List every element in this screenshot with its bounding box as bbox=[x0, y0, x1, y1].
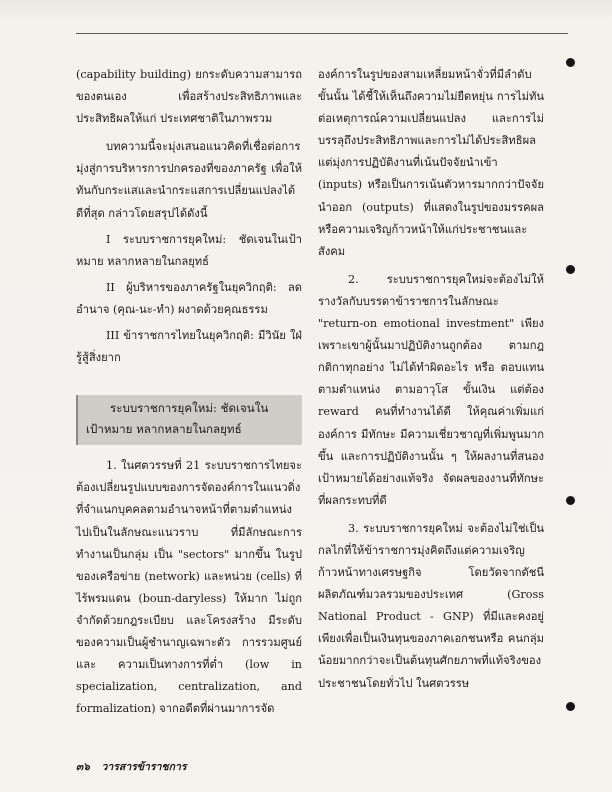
publication-title: วารสารข้าราชการ bbox=[101, 761, 187, 773]
binder-hole-dot bbox=[566, 265, 575, 274]
body-paragraph-3: 3. ระบบราชการยุคใหม่ จะต้องไม่ใช่เป็นกลไกที่ให้ข้าราชการมุ่งคิดถึงแต่ความเจริญก้าวหน้าทางเศรษฐกิจ โดยวัดจากดัชนีผลิตภัณฑ์มวลรวมของประเทศ (Gross National Product - GNP) ที่มีและคงอยู่เพียงเพื่อเป็นเงินทุนของภาคเอกชนหรือ คนกลุ่มน้อยมากกว่าจะเป็นต้นทุนศักยภาพที่แท้จริงของประชาชนโดยทั่วไป ในศตวรรษ bbox=[318, 521, 544, 690]
left-column bbox=[76, 64, 302, 720]
header-rule bbox=[76, 33, 568, 34]
page-number: ๓๖ bbox=[76, 761, 90, 773]
page-footer bbox=[76, 758, 195, 775]
paragraph-continued: (capability building) ยกระดับความสามารถของตนเอง เพื่อสร้างประสิทธิภาพและประสิทธิผลให้แก่ ประเทศชาติในภาพรวม bbox=[76, 68, 302, 126]
right-column bbox=[318, 64, 544, 695]
body-paragraph-continued: องค์การในรูปของสามเหลี่ยมหน้าจั่วที่มีลำดับขั้นนั้น ได้ชี้ให้เห็นถึงความไม่ยืดหยุ่น การไม่ทันต่อเหตุการณ์ความเปลี่ยนแปลง และการไม่บรรลุถึงประสิทธิภาพและการไม่ได้ประสิทธิผล แต่มุ่งการปฏิบัติงานที่เน้นปัจจัยนำเข้า (inputs) หรือเป็นการเน้นตัวหารมากกว่าปัจจัยนำออก (outputs) ที่แสดงในรูปของมรรคผลหรือความเจริญก้าวหน้าให้แก่ประชาชนและสังคม bbox=[318, 68, 544, 258]
section-heading-line-2: เป้าหมาย หลากหลายในกลยุทธ์ bbox=[86, 422, 242, 437]
binder-hole-dot bbox=[566, 496, 575, 505]
outline-item-1: I ระบบราชการยุคใหม่: ชัดเจนในเป้าหมาย หลากหลายในกลยุทธ์ bbox=[76, 232, 302, 268]
binder-hole-dot bbox=[566, 702, 575, 711]
binder-hole-dot bbox=[566, 58, 575, 67]
outline-item-2: II ผู้บริหารของภาครัฐในยุควิกฤติ: ลดอำนาจ (คุณ-นะ-ทำ) ผงาดด้วยคุณธรรม bbox=[76, 280, 302, 316]
section-heading-box bbox=[76, 395, 302, 445]
body-paragraph-2: 2. ระบบราชการยุคใหม่จะต้องไม่ให้รางวัลกับบรรดาข้าราชการในลักษณะ "return-on emotional investment" เพียงเพราะเขาผู้นั้นมาปฏิบัติงานถูกต้อง ตามกฎกติกาทุกอย่าง ไม่ได้ทำผิดอะไร หรือ ตอบแทนตามตำแหน่ง ตามอาวุโส ขั้นเงิน แต่ต้อง reward คนที่ทำงานได้ดี ให้คุณค่าเพิ่มแก่องค์การ มีทักษะ มีความเชี่ยวชาญที่เพิ่มพูนมากขึ้น และการปฏิบัติงานนั้น ๆ ให้ผลงานที่สนองเป้าหมายได้อย่างแท้จริง จัดผลของงานที่ทักษะที่ผลกระทบที่ดี bbox=[318, 272, 544, 507]
body-paragraph-1: 1. ในศตวรรษที่ 21 ระบบราชการไทยจะต้องเปลี่ยนรูปแบบของการจัดองค์การในแนวดิ่ง ที่จำแนกบุคคลตามอำนาจหน้าที่ตามตำแหน่งไปเป็นในลักษณะแนวราบ ที่มีลักษณะการทำงานเป็นกลุ่ม เป็น "sectors" มากขึ้น ในรูปของเครือข่าย (network) และหน่วย (cells) ที่ไร้พรมแดน (boun-daryless) ให้มาก ไม่ถูกจำกัดด้วยกฎระเบียบ และโครงสร้าง มีระดับของความเป็นผู้ชำนาญเฉพาะตัว การรวมศูนย์ และ ความเป็นทางการที่ต่ำ (low in specialization, centralization, and formalization) จากอดีตที่ผ่านมาการจัด bbox=[76, 459, 302, 716]
section-heading-line-1: ระบบราชการยุคใหม่: ชัดเจนใน bbox=[110, 401, 269, 416]
outline-item-3: III ข้าราชการไทยในยุควิกฤติ: มีวินัย ใฝ่รู้สู้สิ่งยาก bbox=[76, 329, 302, 365]
intro-paragraph: บทความนี้จะมุ่งเสนอแนวคิดที่เชื่อต่อการมุ่งสู่การบริหารการปกครองที่ของภาครัฐ เพื่อให้ทันกับกระแสและนำกระแสการเปลี่ยนแปลงได้ดีที่สุด กล่าวโดยสรุปได้ดังนี้ bbox=[76, 140, 302, 220]
